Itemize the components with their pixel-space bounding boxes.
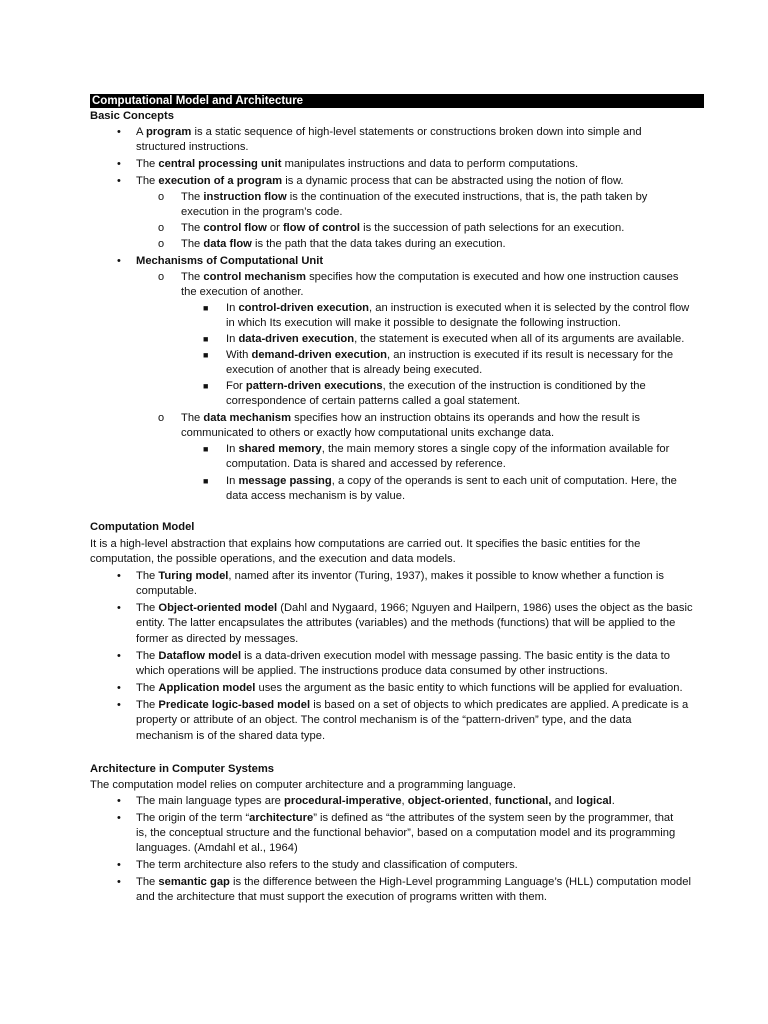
circle-marker: o xyxy=(158,271,165,283)
bullet-program-continued: structured instructions. xyxy=(136,141,249,153)
square-marker: ■ xyxy=(203,303,209,313)
square-marker: ■ xyxy=(203,381,209,391)
item-message-passing: In message passing, a copy of the operands is sent to each unit of computation. Here, the xyxy=(226,475,677,487)
item-demand-driven: With demand-driven execution, an instruction is executed if its result is necessary for the xyxy=(226,349,674,361)
item-data-driven: In data-driven execution, the statement is executed when all of its arguments are available. xyxy=(226,333,685,345)
square-marker: ■ xyxy=(203,444,209,454)
bullet-turing-model-continued: computable. xyxy=(136,585,197,597)
item-control-driven-continued: in which Its execution will make it possible to designate the following instruction. xyxy=(226,317,621,329)
circle-marker: o xyxy=(158,412,165,424)
square-marker: ■ xyxy=(203,334,209,344)
bullet-marker: • xyxy=(117,812,121,824)
section-heading-computation-model: Computation Model xyxy=(90,521,195,533)
circle-marker: o xyxy=(158,191,165,203)
item-shared-memory: In shared memory, the main memory stores a single copy of the information available for xyxy=(226,443,670,455)
bullet-architecture-origin-continued: is, the conceptual structure and the functional behavior”, based on a computation model and its programming xyxy=(136,827,676,839)
bullet-marker: • xyxy=(117,255,121,267)
document-title: Computational Model and Architecture xyxy=(90,94,704,108)
bullet-cpu: The central processing unit manipulates instructions and data to perform computations. xyxy=(136,158,579,170)
item-message-passing-continued: data access mechanism is by value. xyxy=(226,490,406,502)
bullet-predicate-model: The Predicate logic-based model is based on a set of objects to which predicates are applied. A predicate is a xyxy=(136,699,689,711)
sub-bullet-instruction-flow: The instruction flow is the continuation of the executed instructions, that is, the path taken by xyxy=(181,191,648,203)
bullet-semantic-gap-continued: and the architecture that must support the execution of programs written with them. xyxy=(136,891,548,903)
sub-bullet-control-flow: The control flow or flow of control is the succession of path selections for an execution. xyxy=(181,222,625,234)
bullet-dataflow-model-continued: which operations will be applied. The instructions produce data consumed by other instructions. xyxy=(136,665,608,677)
bullet-predicate-model-continued: mechanism is of the shared data type. xyxy=(136,730,326,742)
bullet-object-oriented-model: The Object-oriented model (Dahl and Nygaard, 1966; Nguyen and Hailpern, 1986) uses the object as the basic xyxy=(136,602,693,614)
bullet-marker: • xyxy=(117,570,121,582)
sub-bullet-control-mechanism: The control mechanism specifies how the computation is executed and how one instruction causes xyxy=(181,271,679,283)
section-heading-architecture: Architecture in Computer Systems xyxy=(90,763,275,775)
bullet-marker: • xyxy=(117,126,121,138)
bullet-mechanisms-heading: Mechanisms of Computational Unit xyxy=(136,255,324,267)
bullet-dataflow-model: The Dataflow model is a data-driven execution model with message passing. The basic entity is the data to xyxy=(136,650,670,662)
bullet-architecture-study: The term architecture also refers to the study and classification of computers. xyxy=(136,859,518,871)
circle-marker: o xyxy=(158,222,165,234)
bullet-application-model: The Application model uses the argument as the basic entity to which functions will be applied for evaluation. xyxy=(136,682,683,694)
bullet-marker: • xyxy=(117,699,121,711)
circle-marker: o xyxy=(158,238,165,250)
item-demand-driven-continued: execution of another that is already being executed. xyxy=(226,364,483,376)
sub-bullet-data-mechanism: The data mechanism specifies how an instruction obtains its operands and how the result is xyxy=(181,412,640,424)
bullet-architecture-origin-continued: languages. (Amdahl et al., 1964) xyxy=(136,842,298,854)
bullet-architecture-origin: The origin of the term “architecture” is defined as “the attributes of the system seen by the programmer, that xyxy=(136,812,674,824)
square-marker: ■ xyxy=(203,350,209,360)
paragraph-line: computation, the possible operations, and the execution and data models. xyxy=(90,553,456,565)
sub-bullet-data-mechanism-continued: communicated to others or exactly how computational units exchange data. xyxy=(181,427,555,439)
bullet-execution: The execution of a program is a dynamic process that can be abstracted using the notion of flow. xyxy=(136,175,624,187)
item-control-driven: In control-driven execution, an instruction is executed when it is selected by the control flow xyxy=(226,302,690,314)
bullet-predicate-model-continued: property or attribute of an object. The control mechanism is of the “pattern-driven” type, and the data xyxy=(136,714,632,726)
sub-bullet-control-mechanism-continued: the execution of another. xyxy=(181,286,304,298)
square-marker: ■ xyxy=(203,476,209,486)
bullet-marker: • xyxy=(117,682,121,694)
bullet-semantic-gap: The semantic gap is the difference between the High-Level programming Language’s (HLL) computation model xyxy=(136,876,691,888)
section-heading-basic-concepts: Basic Concepts xyxy=(90,110,174,122)
bullet-marker: • xyxy=(117,602,121,614)
bullet-program: A program is a static sequence of high-level statements or constructions broken down into simple and xyxy=(136,126,642,138)
bullet-marker: • xyxy=(117,158,121,170)
bullet-marker: • xyxy=(117,795,121,807)
bullet-marker: • xyxy=(117,650,121,662)
bullet-object-oriented-model-continued: entity. The latter encapsulates the attributes (variables) and the methods (functions) that will be applied to the xyxy=(136,617,676,629)
paragraph-line: It is a high-level abstraction that explains how computations are carried out. It specifies the basic entities for the xyxy=(90,538,641,550)
item-pattern-driven-continued: correspondence of certain patterns called a goal statement. xyxy=(226,395,521,407)
bullet-marker: • xyxy=(117,175,121,187)
item-shared-memory-continued: computation. Data is shared and accessed by reference. xyxy=(226,458,506,470)
sub-bullet-instruction-flow-continued: execution in the program’s code. xyxy=(181,206,343,218)
bullet-marker: • xyxy=(117,859,121,871)
sub-bullet-data-flow: The data flow is the path that the data takes during an execution. xyxy=(181,238,506,250)
item-pattern-driven: For pattern-driven executions, the execution of the instruction is conditioned by the xyxy=(226,380,646,392)
bullet-object-oriented-model-continued: former as directed by messages. xyxy=(136,633,299,645)
bullet-marker: • xyxy=(117,876,121,888)
paragraph-line: The computation model relies on computer architecture and a programming language. xyxy=(90,779,516,791)
bullet-turing-model: The Turing model, named after its inventor (Turing, 1937), makes it possible to know whether a function is xyxy=(136,570,664,582)
bullet-language-types: The main language types are procedural-imperative, object-oriented, functional, and logical. xyxy=(136,795,615,807)
